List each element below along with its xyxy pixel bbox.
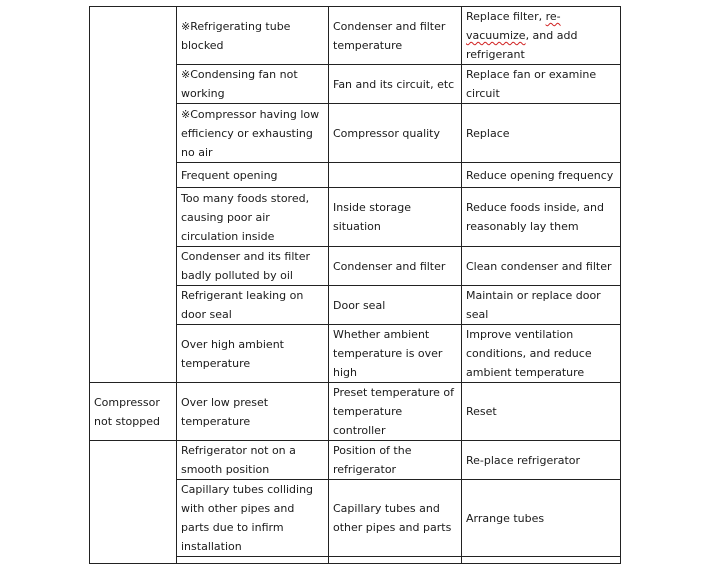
cause-cell: ※Condensing fan not working xyxy=(177,65,329,104)
cause-cell: Refrigerator not on a smooth position xyxy=(177,441,329,480)
check-cell: Condenser and filter temperature xyxy=(329,7,462,65)
cause-cell: Capillary tubes colliding with other pipes and parts due to infirm installation xyxy=(177,480,329,557)
cause-cell: Over high ambient temperature xyxy=(177,325,329,383)
check-cell: Compressor quality xyxy=(329,104,462,163)
remedy-cell: Reset xyxy=(462,383,621,441)
check-cell: Condenser and filter xyxy=(329,247,462,286)
check-cell: Position of the refrigerator xyxy=(329,441,462,480)
spellcheck-marked-word: re-vacuumize xyxy=(466,10,561,42)
remedy-text: Replace filter, xyxy=(466,10,546,23)
table-row xyxy=(90,383,621,441)
cause-cell: ※Refrigerating tube blocked xyxy=(177,7,329,65)
troubleshooting-table xyxy=(89,6,621,564)
symptom-cell-empty xyxy=(90,441,177,564)
cause-cell: Condenser and its filter badly polluted by oil xyxy=(177,247,329,286)
remedy-cell: Reduce opening frequency xyxy=(462,163,621,188)
remedy-cell: Improve ventilation conditions, and reduce ambient temperature xyxy=(462,325,621,383)
check-cell: Capillary tubes and other pipes and parts xyxy=(329,480,462,557)
table-row xyxy=(90,7,621,65)
cause-cell: Refrigerant leaking on door seal xyxy=(177,286,329,325)
remedy-cell: Maintain or replace door seal xyxy=(462,286,621,325)
check-cell: Fan and its circuit, etc xyxy=(329,65,462,104)
cause-cell: Frequent opening xyxy=(177,163,329,188)
check-cell: Door seal xyxy=(329,286,462,325)
remedy-cell: Replace xyxy=(462,104,621,163)
remedy-cell: Arrange tubes xyxy=(462,480,621,557)
remedy-cell: Re-place refrigerator xyxy=(462,441,621,480)
cause-cell: ※Compressor having low efficiency or exhausting no air xyxy=(177,104,329,163)
cause-cell: Too many foods stored, causing poor air circulation inside xyxy=(177,188,329,247)
check-cell: Inside storage situation xyxy=(329,188,462,247)
remedy-cell: Replace fan or examine circuit xyxy=(462,65,621,104)
symptom-cell: Compressor not stopped xyxy=(90,383,177,441)
symptom-cell-empty xyxy=(90,7,177,383)
remedy-cell xyxy=(462,7,621,65)
remedy-cell: Reduce foods inside, and reasonably lay them xyxy=(462,188,621,247)
table-row xyxy=(90,441,621,480)
cause-cell: Over low preset temperature xyxy=(177,383,329,441)
remedy-cell-empty xyxy=(462,557,621,564)
remedy-text: , and add refrigerant xyxy=(466,29,578,61)
check-cell xyxy=(329,163,462,188)
check-cell-empty xyxy=(329,557,462,564)
check-cell: Whether ambient temperature is over high xyxy=(329,325,462,383)
cause-cell-empty xyxy=(177,557,329,564)
remedy-cell: Clean condenser and filter xyxy=(462,247,621,286)
check-cell: Preset temperature of temperature controller xyxy=(329,383,462,441)
